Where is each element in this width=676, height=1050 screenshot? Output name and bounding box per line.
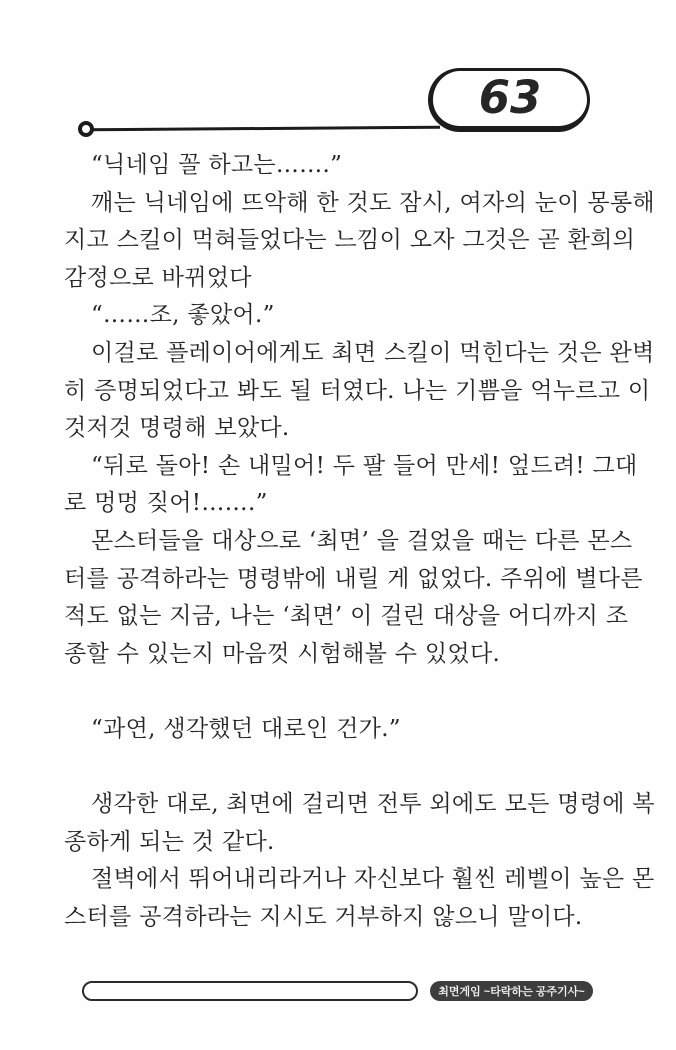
text-line: “닉네임 꼴 하고는…….”: [91, 152, 343, 178]
page-number: 63: [478, 71, 542, 124]
book-title: 최면게임 ~타락하는 공주기사~: [438, 986, 585, 998]
text-line: 이걸로 플레이어에게도 최면 스킬이 먹힌다는 것은 완벽: [91, 339, 655, 366]
text-line: 몬스터들을 대상으로 ‘최면’ 을 걸었을 때는 다른 몬스: [91, 527, 633, 554]
text-line: 절벽에서 뛰어내리라거나 자신보다 훨씬 레벨이 높은 몬: [91, 866, 655, 893]
text-line: 적도 없는 지금, 나는 ‘최면’ 이 걸린 대상을 어디까지 조: [64, 603, 629, 630]
text-line: 감정으로 바뀌었다: [64, 264, 252, 291]
book-title-badge: [430, 981, 593, 1001]
text-line: 터를 공격하라는 명령밖에 내릴 게 없었다. 주위에 별다른: [64, 565, 643, 592]
header-rule-end-ring: [78, 121, 94, 137]
text-line: “과연, 생각했던 대로인 건가.”: [91, 715, 401, 742]
blank-line: [64, 673, 616, 711]
text-line: 스터를 공격하라는 지시도 거부하지 않으니 말이다.: [64, 903, 583, 930]
page-number-badge: [428, 68, 590, 132]
text-line: “……조, 좋았어.”: [91, 302, 275, 329]
footer-decoration-bar: [82, 981, 418, 1001]
text-line: 종하게 되는 것 같다.: [64, 828, 275, 855]
header-rule-line: [86, 126, 440, 131]
blank-line: [64, 749, 616, 787]
body-text: [64, 147, 655, 936]
text-line: “뒤로 돌아! 손 내밀어! 두 팔 들어 만세! 엎드려! 그대: [91, 452, 638, 479]
text-line: 지고 스킬이 먹혀들었다는 느낌이 오자 그것은 곧 환희의: [64, 227, 636, 254]
text-line: 깨는 닉네임에 뜨악해 한 것도 잠시, 여자의 눈이 몽롱해: [91, 189, 655, 216]
text-line: 로 멍멍 짖어!…….”: [64, 490, 268, 517]
text-line: 히 증명되었다고 봐도 될 터였다. 나는 기쁨을 억누르고 이: [64, 377, 651, 404]
text-line: 종할 수 있는지 마음껏 시험해볼 수 있었다.: [64, 640, 501, 667]
text-line: 생각한 대로, 최면에 걸리면 전투 외에도 모든 명령에 복: [91, 791, 655, 818]
text-line: 것저것 명령해 보았다.: [64, 415, 290, 442]
